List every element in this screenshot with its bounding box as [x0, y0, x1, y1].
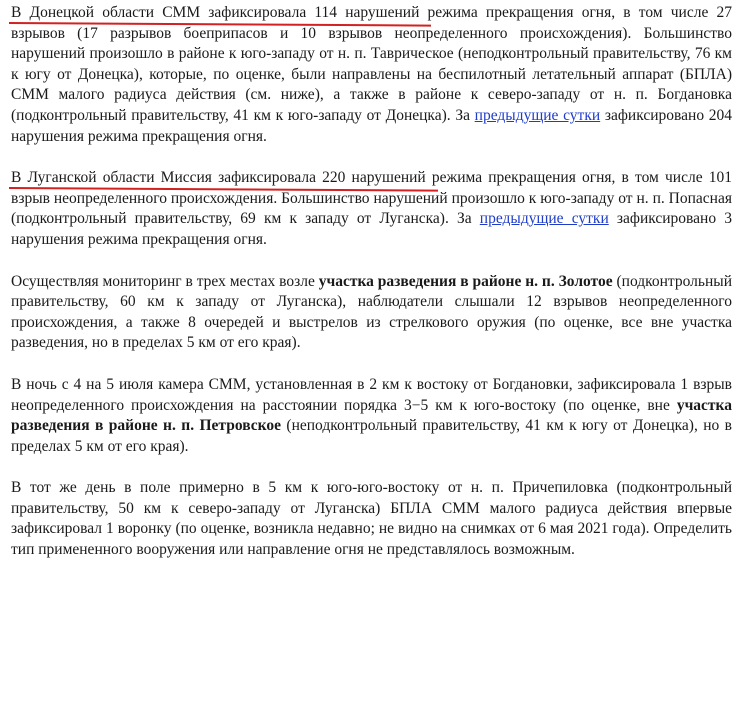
bold-phrase: участка разведения в районе н. п. Петровское: [11, 396, 732, 435]
paragraph-donetsk: [11, 3, 732, 147]
highlighted-phrase: [11, 169, 426, 186]
previous-day-link[interactable]: предыдущие сутки: [479, 210, 609, 228]
paragraph-text: зафиксировано 3 нарушения режима прекращения огня.: [11, 210, 732, 248]
highlighted-text: В Луганской области Миссия зафиксировала 220 нарушений: [11, 169, 426, 187]
paragraph-text: режима прекращения огня, в том числе 101 взрыв неопределенного происхождения. Большинство нарушений произошло к юго-западу от н. п. Попасная (подконтрольный правительству, 69 км к западу от Луганска). За: [11, 169, 732, 228]
paragraph-text: В ночь с 4 на 5 июля камера СММ, установленная в 2 км к востоку от Богдановки, зафиксировала 1 взрыв неопределенного происхождения на расстоянии порядка 3−5 км к юго-востоку (по оценке, вне: [11, 375, 732, 414]
paragraph-zolote: [11, 272, 732, 354]
paragraph-text: Осуществляя мониторинг в трех местах возле: [11, 272, 319, 290]
document-body: [11, 3, 732, 561]
paragraph-text: (неподконтрольный правительству, 41 км к югу от Донецка), но в пределах 5 км от его края).: [11, 417, 732, 455]
paragraph-text: режима прекращения огня, в том числе 27 взрывов (17 разрывов боеприпасов и 10 взрывов неопределенного происхождения). Большинство нарушений произошло в районе к юго-западу от н. п. Таврическое (неподконтрольный правительству, 76 км к югу от Донецка), которые, по оценке, были направлены на беспилотный летательный аппарат (БПЛА) СММ малого радиуса действия (см. ниже), а также в районе к северо-западу от н. п. Богдановка (подконтрольный правительству, 41 км к юго-западу от Донецка). За: [11, 4, 732, 124]
highlighted-text: В Донецкой области СММ зафиксировала 114 нарушений: [11, 4, 420, 21]
paragraph-petrivske: [11, 375, 732, 457]
paragraph-text: (подконтрольный правительству, 60 км к западу от Луганска), наблюдатели слышали 12 взрывов неопределенного происхождения, а также 8 очередей и выстрелов из стрелкового оружия (по оценке, все вне участка разведения, но в пределах 5 км от его края).: [11, 272, 732, 352]
paragraph-luhansk: [11, 168, 732, 250]
paragraph-prychepylivka: [11, 478, 732, 560]
paragraph-text: В тот же день в поле примерно в 5 км к юго-юго-востоку от н. п. Причепиловка (подконтрольный правительству, 50 км к северо-западу от Луганска) БПЛА СММ малого радиуса действия впервые зафиксировал 1 воронку (по оценке, возникла недавно; не видно на снимках от 6 мая 2021 года). Определить тип примененного вооружения или направление огня не представлялось возможным.: [11, 479, 732, 559]
bold-phrase: участка разведения в районе н. п. Золотое: [318, 272, 613, 290]
highlighted-phrase: [11, 4, 419, 21]
paragraph-text: зафиксировано 204 нарушения режима прекращения огня.: [11, 106, 733, 145]
previous-day-link[interactable]: предыдущие сутки: [474, 106, 601, 124]
